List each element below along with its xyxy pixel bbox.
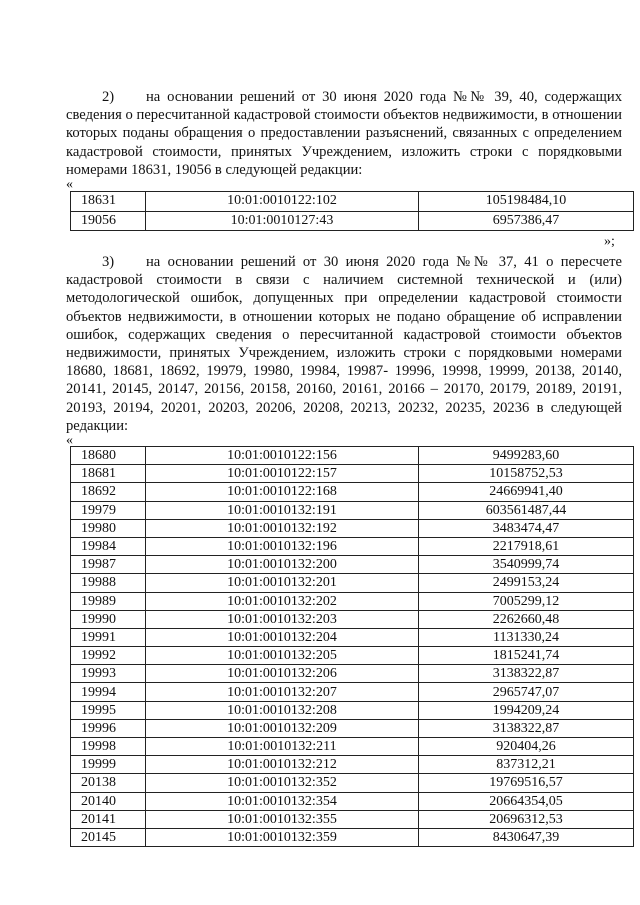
table-row: [71, 665, 634, 683]
cadastral-value-cell: 10158752,53: [419, 465, 634, 483]
row-number-cell: 19056: [71, 211, 146, 231]
cadastral-number-cell: 10:01:0010132:204: [146, 628, 419, 646]
table-row: [71, 756, 634, 774]
table-row: [71, 792, 634, 810]
cadastral-value-cell: 1815241,74: [419, 647, 634, 665]
section-3-paragraph: [66, 253, 622, 435]
cadastral-number-cell: 10:01:0010132:207: [146, 683, 419, 701]
row-number-cell: 18681: [71, 465, 146, 483]
cadastral-value-cell: 3483474,47: [419, 519, 634, 537]
cadastral-number-cell: 10:01:0010132:209: [146, 719, 419, 737]
cadastral-value-cell: 7005299,12: [419, 592, 634, 610]
cadastral-number-cell: 10:01:0010132:355: [146, 810, 419, 828]
table-row: [71, 701, 634, 719]
section-2-number: 2): [102, 89, 115, 105]
cadastral-value-cell: 9499283,60: [419, 447, 634, 465]
table-row: [71, 610, 634, 628]
table-row: [71, 738, 634, 756]
section-3-text: на основании решений от 30 июня 2020 года №№ 37, 41 о пересчете кадастровой стоимости в связи с наличием системной технической и (или) методологической ошибок, допущенных при определении кадастровой стоимости объектов недвижимости, в отношении которых не подано обращение об исправлении ошибок, содержащих сведения о пересчитанной кадастровой стоимости объектов недвижимости, принятых Учреждением, изложить строки с порядковыми номерами 18680, 18681, 18692, 19979, 19980, 19984, 19987- 19996, 19998, 19999, 20138, 20140, 20141, 20145, 20147, 20156, 20158, 20160, 20161, 20166 – 20170, 20179, 20189, 20191, 20193, 20194, 20201, 20203, 20206, 20208, 20213, 20232, 20235, 20236 в следующей редакции:: [66, 254, 622, 434]
cadastral-value-cell: 1131330,24: [419, 628, 634, 646]
cadastral-number-cell: 10:01:0010132:212: [146, 756, 419, 774]
cadastral-number-cell: 10:01:0010122:168: [146, 483, 419, 501]
cadastral-number-cell: 10:01:0010132:208: [146, 701, 419, 719]
cadastral-value-cell: 24669941,40: [419, 483, 634, 501]
table-row: [71, 592, 634, 610]
cadastral-value-cell: 920404,26: [419, 738, 634, 756]
section-3-table: [70, 446, 634, 847]
cadastral-number-cell: 10:01:0010132:359: [146, 828, 419, 846]
cadastral-value-cell: 19769516,57: [419, 774, 634, 792]
table-row: [71, 211, 634, 231]
table-row: [71, 628, 634, 646]
table-row: [71, 556, 634, 574]
row-number-cell: 20140: [71, 792, 146, 810]
row-number-cell: 19992: [71, 647, 146, 665]
cadastral-value-cell: 837312,21: [419, 756, 634, 774]
table-row: [71, 719, 634, 737]
cadastral-value-cell: 1994209,24: [419, 701, 634, 719]
cadastral-number-cell: 10:01:0010132:211: [146, 738, 419, 756]
table-row: [71, 774, 634, 792]
table-row: [71, 483, 634, 501]
row-number-cell: 20141: [71, 810, 146, 828]
cadastral-value-cell: 20664354,05: [419, 792, 634, 810]
row-number-cell: 19991: [71, 628, 146, 646]
cadastral-value-cell: 8430647,39: [419, 828, 634, 846]
section-2-table: [70, 191, 634, 231]
section-2-close-quote: »;: [604, 234, 615, 249]
row-number-cell: 18631: [71, 192, 146, 212]
cadastral-number-cell: 10:01:0010132:202: [146, 592, 419, 610]
section-2-open-quote: «: [66, 177, 73, 192]
row-number-cell: 20138: [71, 774, 146, 792]
row-number-cell: 19995: [71, 701, 146, 719]
table-row: [71, 537, 634, 555]
table-row: [71, 192, 634, 212]
row-number-cell: 19994: [71, 683, 146, 701]
table-row: [71, 447, 634, 465]
section-3-number: 3): [102, 254, 115, 270]
row-number-cell: 19984: [71, 537, 146, 555]
row-number-cell: 19998: [71, 738, 146, 756]
table-row: [71, 683, 634, 701]
cadastral-value-cell: 2965747,07: [419, 683, 634, 701]
table-row: [71, 574, 634, 592]
section-2-text: на основании решений от 30 июня 2020 года №№ 39, 40, содержащих сведения о пересчитанной кадастровой стоимости объектов недвижимости, в отношении которых поданы обращения о предоставлении разъяснений, связанных с определением кадастровой стоимости, принятых Учреждением, изложить строки с порядковыми номерами 18631, 19056 в следующей редакции:: [66, 89, 622, 178]
section-2-paragraph: [66, 88, 622, 179]
row-number-cell: 19993: [71, 665, 146, 683]
cadastral-number-cell: 10:01:0010127:43: [146, 211, 419, 231]
cadastral-value-cell: 20696312,53: [419, 810, 634, 828]
row-number-cell: 19988: [71, 574, 146, 592]
cadastral-number-cell: 10:01:0010132:206: [146, 665, 419, 683]
row-number-cell: 19987: [71, 556, 146, 574]
cadastral-number-cell: 10:01:0010132:192: [146, 519, 419, 537]
cadastral-number-cell: 10:01:0010132:205: [146, 647, 419, 665]
cadastral-value-cell: 2217918,61: [419, 537, 634, 555]
row-number-cell: 18692: [71, 483, 146, 501]
cadastral-number-cell: 10:01:0010132:201: [146, 574, 419, 592]
table-row: [71, 519, 634, 537]
cadastral-number-cell: 10:01:0010132:191: [146, 501, 419, 519]
cadastral-value-cell: 2262660,48: [419, 610, 634, 628]
section-3-open-quote: «: [66, 433, 73, 448]
table-row: [71, 501, 634, 519]
table-row: [71, 810, 634, 828]
cadastral-value-cell: 6957386,47: [419, 211, 634, 231]
cadastral-number-cell: 10:01:0010122:157: [146, 465, 419, 483]
row-number-cell: 19979: [71, 501, 146, 519]
cadastral-value-cell: 2499153,24: [419, 574, 634, 592]
cadastral-number-cell: 10:01:0010132:196: [146, 537, 419, 555]
cadastral-number-cell: 10:01:0010122:102: [146, 192, 419, 212]
row-number-cell: 19989: [71, 592, 146, 610]
row-number-cell: 19999: [71, 756, 146, 774]
cadastral-number-cell: 10:01:0010132:203: [146, 610, 419, 628]
table-row: [71, 828, 634, 846]
cadastral-value-cell: 3138322,87: [419, 719, 634, 737]
row-number-cell: 19996: [71, 719, 146, 737]
row-number-cell: 19990: [71, 610, 146, 628]
cadastral-value-cell: 603561487,44: [419, 501, 634, 519]
row-number-cell: 19980: [71, 519, 146, 537]
table-row: [71, 465, 634, 483]
cadastral-number-cell: 10:01:0010132:200: [146, 556, 419, 574]
cadastral-value-cell: 3138322,87: [419, 665, 634, 683]
row-number-cell: 20145: [71, 828, 146, 846]
table-row: [71, 647, 634, 665]
cadastral-value-cell: 3540999,74: [419, 556, 634, 574]
cadastral-number-cell: 10:01:0010122:156: [146, 447, 419, 465]
cadastral-value-cell: 105198484,10: [419, 192, 634, 212]
cadastral-number-cell: 10:01:0010132:352: [146, 774, 419, 792]
row-number-cell: 18680: [71, 447, 146, 465]
cadastral-number-cell: 10:01:0010132:354: [146, 792, 419, 810]
